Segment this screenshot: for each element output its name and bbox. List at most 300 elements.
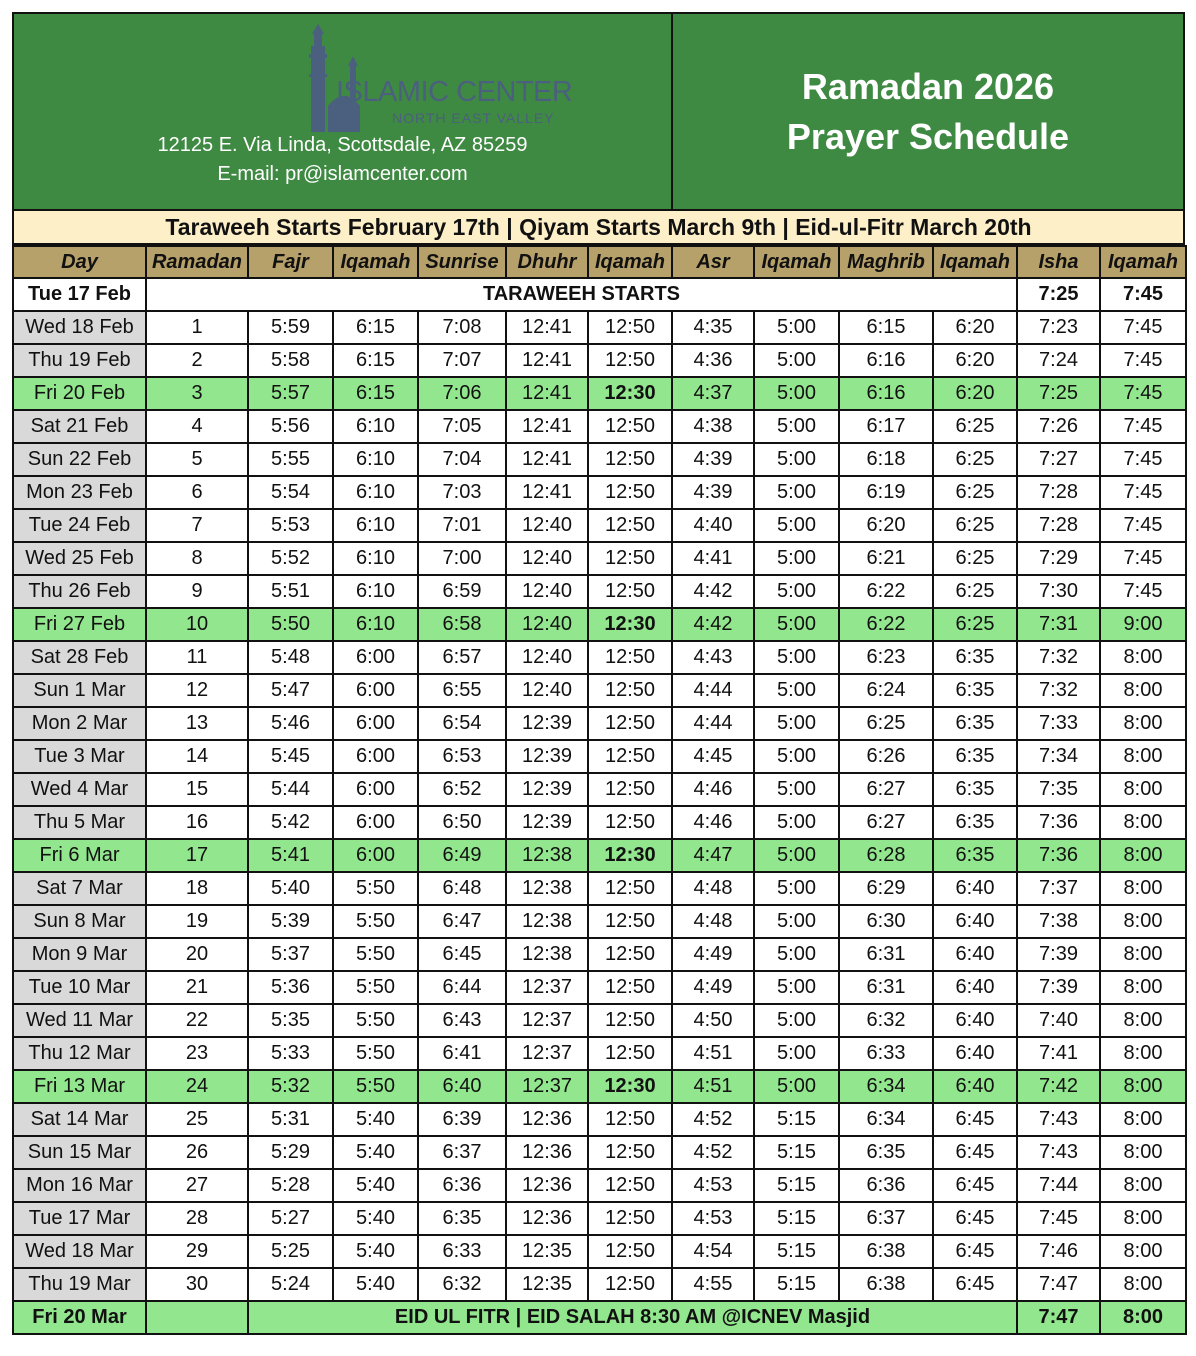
dhuhr-iqamah-cell: 12:50: [588, 509, 672, 542]
maghrib-cell: 6:20: [839, 509, 933, 542]
fajr-iqamah-cell: 5:40: [333, 1202, 418, 1235]
fajr-iqamah-cell: 6:15: [333, 377, 418, 410]
asr-iqamah-cell: 5:00: [754, 938, 839, 971]
day-cell: Wed 18 Mar: [13, 1235, 146, 1268]
fajr-cell: 5:31: [248, 1103, 333, 1136]
maghrib-iqamah-cell: 6:40: [933, 1004, 1017, 1037]
dhuhr-iqamah-cell: 12:50: [588, 674, 672, 707]
isha-cell: 7:27: [1017, 443, 1100, 476]
sunrise-cell: 6:33: [418, 1235, 506, 1268]
asr-iqamah-cell: 5:00: [754, 509, 839, 542]
dhuhr-iqamah-cell: 12:50: [588, 575, 672, 608]
maghrib-cell: 6:27: [839, 773, 933, 806]
asr-iqamah-cell: 5:00: [754, 311, 839, 344]
asr-cell: 4:53: [672, 1169, 754, 1202]
maghrib-cell: 6:22: [839, 575, 933, 608]
sunrise-cell: 6:59: [418, 575, 506, 608]
dhuhr-iqamah-cell: 12:50: [588, 311, 672, 344]
isha-iqamah-cell: 8:00: [1100, 773, 1186, 806]
sunrise-cell: 7:05: [418, 410, 506, 443]
fajr-iqamah-cell: 5:50: [333, 1004, 418, 1037]
asr-cell: 4:52: [672, 1103, 754, 1136]
dhuhr-cell: 12:39: [506, 740, 588, 773]
isha-cell: 7:40: [1017, 1004, 1100, 1037]
isha-cell: 7:32: [1017, 641, 1100, 674]
eid-row: [13, 1301, 1186, 1334]
ramadan-cell: 6: [146, 476, 248, 509]
day-cell: Sun 15 Mar: [13, 1136, 146, 1169]
table-row: [13, 311, 1186, 344]
address-text: 12125 E. Via Linda, Scottsdale, AZ 85259: [157, 134, 528, 156]
fajr-cell: 5:37: [248, 938, 333, 971]
isha-cell: 7:36: [1017, 806, 1100, 839]
day-cell: Tue 17 Mar: [13, 1202, 146, 1235]
dhuhr-cell: 12:41: [506, 377, 588, 410]
isha-cell: 7:45: [1017, 1202, 1100, 1235]
fajr-cell: 5:48: [248, 641, 333, 674]
dhuhr-cell: 12:39: [506, 806, 588, 839]
dhuhr-cell: 12:41: [506, 344, 588, 377]
table-row: [13, 707, 1186, 740]
fajr-cell: 5:42: [248, 806, 333, 839]
asr-iqamah-cell: 5:15: [754, 1136, 839, 1169]
fajr-iqamah-cell: 5:50: [333, 905, 418, 938]
column-header-isha-iqamah: Iqamah: [1100, 246, 1186, 278]
dhuhr-iqamah-cell: 12:50: [588, 773, 672, 806]
ramadan-cell: 29: [146, 1235, 248, 1268]
table-row: [13, 806, 1186, 839]
ramadan-cell: 25: [146, 1103, 248, 1136]
fajr-cell: 5:36: [248, 971, 333, 1004]
day-cell: Sat 28 Feb: [13, 641, 146, 674]
fajr-iqamah-cell: 6:00: [333, 773, 418, 806]
table-row: [13, 773, 1186, 806]
asr-cell: 4:51: [672, 1070, 754, 1103]
maghrib-cell: 6:27: [839, 806, 933, 839]
table-row: [13, 575, 1186, 608]
isha-iqamah-cell: 8:00: [1100, 1235, 1186, 1268]
dhuhr-cell: 12:38: [506, 905, 588, 938]
ramadan-cell: 23: [146, 1037, 248, 1070]
fajr-iqamah-cell: 6:10: [333, 608, 418, 641]
dhuhr-cell: 12:38: [506, 938, 588, 971]
isha-iqamah-cell: 8:00: [1100, 839, 1186, 872]
asr-iqamah-cell: 5:00: [754, 344, 839, 377]
sunrise-cell: 6:39: [418, 1103, 506, 1136]
dhuhr-iqamah-cell: 12:30: [588, 839, 672, 872]
table-row: [13, 839, 1186, 872]
maghrib-cell: 6:22: [839, 608, 933, 641]
ramadan-cell: 28: [146, 1202, 248, 1235]
isha-iqamah-cell: 7:45: [1100, 476, 1186, 509]
table-row: [13, 1070, 1186, 1103]
table-row: [13, 344, 1186, 377]
ramadan-cell: 17: [146, 839, 248, 872]
day-cell: Sat 7 Mar: [13, 872, 146, 905]
maghrib-iqamah-cell: 6:25: [933, 542, 1017, 575]
day-cell: Sun 8 Mar: [13, 905, 146, 938]
dhuhr-iqamah-cell: 12:30: [588, 1070, 672, 1103]
ramadan-cell: 13: [146, 707, 248, 740]
asr-cell: 4:49: [672, 938, 754, 971]
dhuhr-cell: 12:36: [506, 1103, 588, 1136]
dhuhr-cell: 12:41: [506, 410, 588, 443]
fajr-cell: 5:41: [248, 839, 333, 872]
isha-iqamah-cell: 8:00: [1100, 1136, 1186, 1169]
dhuhr-iqamah-cell: 12:50: [588, 542, 672, 575]
dhuhr-iqamah-cell: 12:50: [588, 641, 672, 674]
maghrib-iqamah-cell: 6:35: [933, 641, 1017, 674]
table-row: [13, 641, 1186, 674]
maghrib-iqamah-cell: 6:45: [933, 1268, 1017, 1301]
day-cell: Mon 2 Mar: [13, 707, 146, 740]
sunrise-cell: 6:48: [418, 872, 506, 905]
dhuhr-cell: 12:36: [506, 1202, 588, 1235]
fajr-iqamah-cell: 6:00: [333, 641, 418, 674]
maghrib-cell: 6:18: [839, 443, 933, 476]
table-row: [13, 872, 1186, 905]
isha-cell: 7:29: [1017, 542, 1100, 575]
dhuhr-cell: 12:35: [506, 1268, 588, 1301]
sunrise-cell: 6:55: [418, 674, 506, 707]
day-cell: Mon 16 Mar: [13, 1169, 146, 1202]
asr-iqamah-cell: 5:00: [754, 872, 839, 905]
maghrib-iqamah-cell: 6:25: [933, 410, 1017, 443]
dhuhr-iqamah-cell: 12:50: [588, 443, 672, 476]
sunrise-cell: 6:36: [418, 1169, 506, 1202]
column-header-isha: Isha: [1017, 246, 1100, 278]
fajr-iqamah-cell: 6:15: [333, 311, 418, 344]
day-cell: Sat 21 Feb: [13, 410, 146, 443]
maghrib-iqamah-cell: 6:35: [933, 674, 1017, 707]
asr-cell: 4:38: [672, 410, 754, 443]
logo-title: ISLAMIC CENTER: [336, 76, 573, 108]
isha-cell: 7:23: [1017, 311, 1100, 344]
maghrib-iqamah-cell: 6:45: [933, 1169, 1017, 1202]
dhuhr-iqamah-cell: 12:50: [588, 476, 672, 509]
isha-cell: 7:44: [1017, 1169, 1100, 1202]
ramadan-cell: 2: [146, 344, 248, 377]
table-row: [13, 1202, 1186, 1235]
asr-cell: 4:49: [672, 971, 754, 1004]
asr-cell: 4:51: [672, 1037, 754, 1070]
fajr-cell: 5:53: [248, 509, 333, 542]
dhuhr-iqamah-cell: 12:50: [588, 806, 672, 839]
asr-cell: 4:55: [672, 1268, 754, 1301]
notice-banner: Taraweeh Starts February 17th | Qiyam Starts March 9th | Eid-ul-Fitr March 20th: [12, 211, 1185, 245]
asr-cell: 4:54: [672, 1235, 754, 1268]
header-left: [14, 14, 673, 209]
isha-iqamah-cell: 8:00: [1100, 641, 1186, 674]
day-cell: Wed 4 Mar: [13, 773, 146, 806]
isha-cell: 7:28: [1017, 476, 1100, 509]
dhuhr-cell: 12:40: [506, 674, 588, 707]
asr-cell: 4:46: [672, 806, 754, 839]
isha-iqamah-cell: 8:00: [1100, 905, 1186, 938]
fajr-iqamah-cell: 6:00: [333, 740, 418, 773]
page-title-line1: Ramadan 2026: [801, 65, 1055, 107]
maghrib-iqamah-cell: 6:35: [933, 806, 1017, 839]
asr-cell: 4:44: [672, 674, 754, 707]
isha-cell: 7:43: [1017, 1103, 1100, 1136]
fajr-cell: 5:40: [248, 872, 333, 905]
isha-cell: 7:33: [1017, 707, 1100, 740]
table-row: [13, 1103, 1186, 1136]
fajr-cell: 5:44: [248, 773, 333, 806]
table-row: [13, 938, 1186, 971]
ramadan-cell: 14: [146, 740, 248, 773]
column-header-fajr-iqamah: Iqamah: [333, 246, 418, 278]
dhuhr-iqamah-cell: 12:50: [588, 938, 672, 971]
fajr-cell: 5:45: [248, 740, 333, 773]
sunrise-cell: 7:07: [418, 344, 506, 377]
asr-cell: 4:42: [672, 608, 754, 641]
asr-cell: 4:39: [672, 476, 754, 509]
dhuhr-iqamah-cell: 12:50: [588, 1169, 672, 1202]
fajr-cell: 5:52: [248, 542, 333, 575]
maghrib-cell: 6:16: [839, 377, 933, 410]
isha-iqamah-cell: 7:45: [1100, 443, 1186, 476]
fajr-cell: 5:59: [248, 311, 333, 344]
asr-iqamah-cell: 5:15: [754, 1268, 839, 1301]
table-row: [13, 1004, 1186, 1037]
dhuhr-cell: 12:41: [506, 311, 588, 344]
asr-cell: 4:53: [672, 1202, 754, 1235]
fajr-iqamah-cell: 6:10: [333, 575, 418, 608]
maghrib-iqamah-cell: 6:40: [933, 1037, 1017, 1070]
asr-iqamah-cell: 5:00: [754, 608, 839, 641]
table-row: [13, 971, 1186, 1004]
isha-cell: 7:25: [1017, 377, 1100, 410]
isha-cell: 7:37: [1017, 872, 1100, 905]
sunrise-cell: 6:43: [418, 1004, 506, 1037]
fajr-iqamah-cell: 5:50: [333, 1070, 418, 1103]
dhuhr-iqamah-cell: 12:50: [588, 1268, 672, 1301]
fajr-cell: 5:25: [248, 1235, 333, 1268]
isha-iqamah-cell: 8:00: [1100, 1268, 1186, 1301]
fajr-iqamah-cell: 6:10: [333, 509, 418, 542]
asr-cell: 4:42: [672, 575, 754, 608]
sunrise-cell: 6:47: [418, 905, 506, 938]
dhuhr-iqamah-cell: 12:50: [588, 1103, 672, 1136]
asr-cell: 4:50: [672, 1004, 754, 1037]
asr-cell: 4:46: [672, 773, 754, 806]
ramadan-cell: 21: [146, 971, 248, 1004]
sunrise-cell: 7:04: [418, 443, 506, 476]
ramadan-cell: 30: [146, 1268, 248, 1301]
day-cell: Fri 13 Mar: [13, 1070, 146, 1103]
ramadan-cell: 1: [146, 311, 248, 344]
sunrise-cell: 6:57: [418, 641, 506, 674]
maghrib-cell: 6:34: [839, 1103, 933, 1136]
dhuhr-cell: 12:41: [506, 476, 588, 509]
dhuhr-cell: 12:38: [506, 839, 588, 872]
asr-iqamah-cell: 5:15: [754, 1103, 839, 1136]
maghrib-iqamah-cell: 6:20: [933, 311, 1017, 344]
day-cell: Wed 18 Feb: [13, 311, 146, 344]
day-cell: Thu 26 Feb: [13, 575, 146, 608]
sunrise-cell: 6:58: [418, 608, 506, 641]
isha-cell: 7:47: [1017, 1301, 1100, 1334]
dhuhr-iqamah-cell: 12:50: [588, 872, 672, 905]
column-header-day: Day: [13, 246, 146, 278]
dhuhr-cell: 12:40: [506, 542, 588, 575]
fajr-cell: 5:33: [248, 1037, 333, 1070]
column-header-maghrib-iqamah: Iqamah: [933, 246, 1017, 278]
sunrise-cell: 7:01: [418, 509, 506, 542]
fajr-iqamah-cell: 6:10: [333, 542, 418, 575]
isha-iqamah-cell: 7:45: [1100, 575, 1186, 608]
isha-cell: 7:39: [1017, 971, 1100, 1004]
sunrise-cell: 6:49: [418, 839, 506, 872]
fajr-iqamah-cell: 6:00: [333, 707, 418, 740]
table-row: [13, 476, 1186, 509]
day-cell: Thu 5 Mar: [13, 806, 146, 839]
asr-iqamah-cell: 5:15: [754, 1169, 839, 1202]
sunrise-cell: 6:45: [418, 938, 506, 971]
sunrise-cell: 6:40: [418, 1070, 506, 1103]
fajr-iqamah-cell: 5:40: [333, 1235, 418, 1268]
day-cell: Tue 3 Mar: [13, 740, 146, 773]
table-row: [13, 509, 1186, 542]
fajr-iqamah-cell: 5:40: [333, 1103, 418, 1136]
isha-iqamah-cell: 7:45: [1100, 344, 1186, 377]
taraweeh-note: TARAWEEH STARTS: [146, 278, 1017, 311]
sunrise-cell: 6:50: [418, 806, 506, 839]
asr-cell: 4:47: [672, 839, 754, 872]
page-title-line2: Prayer Schedule: [786, 115, 1070, 157]
dhuhr-iqamah-cell: 12:50: [588, 1202, 672, 1235]
dhuhr-cell: 12:35: [506, 1235, 588, 1268]
isha-iqamah-cell: 7:45: [1100, 311, 1186, 344]
sunrise-cell: 6:32: [418, 1268, 506, 1301]
isha-cell: 7:31: [1017, 608, 1100, 641]
schedule-sheet: [12, 12, 1185, 1335]
maghrib-iqamah-cell: 6:35: [933, 740, 1017, 773]
dhuhr-cell: 12:37: [506, 971, 588, 1004]
fajr-cell: 5:39: [248, 905, 333, 938]
asr-iqamah-cell: 5:00: [754, 476, 839, 509]
sunrise-cell: 6:35: [418, 1202, 506, 1235]
dhuhr-cell: 12:37: [506, 1070, 588, 1103]
asr-iqamah-cell: 5:00: [754, 905, 839, 938]
sunrise-cell: 6:54: [418, 707, 506, 740]
fajr-iqamah-cell: 5:50: [333, 872, 418, 905]
fajr-cell: 5:47: [248, 674, 333, 707]
column-header-asr-iqamah: Iqamah: [754, 246, 839, 278]
dhuhr-cell: 12:36: [506, 1136, 588, 1169]
isha-cell: 7:30: [1017, 575, 1100, 608]
isha-iqamah-cell: 8:00: [1100, 740, 1186, 773]
ramadan-cell: 5: [146, 443, 248, 476]
email-text: E-mail: pr@islamcenter.com: [217, 163, 468, 185]
ramadan-cell: 10: [146, 608, 248, 641]
fajr-iqamah-cell: 5:50: [333, 938, 418, 971]
dhuhr-iqamah-cell: 12:30: [588, 608, 672, 641]
day-cell: Thu 19 Feb: [13, 344, 146, 377]
fajr-iqamah-cell: 6:10: [333, 443, 418, 476]
asr-cell: 4:41: [672, 542, 754, 575]
isha-iqamah-cell: 7:45: [1100, 509, 1186, 542]
isha-iqamah-cell: 8:00: [1100, 674, 1186, 707]
maghrib-cell: 6:19: [839, 476, 933, 509]
day-cell: Sat 14 Mar: [13, 1103, 146, 1136]
ramadan-cell: 7: [146, 509, 248, 542]
dhuhr-iqamah-cell: 12:50: [588, 740, 672, 773]
dhuhr-iqamah-cell: 12:50: [588, 971, 672, 1004]
sunrise-cell: 6:52: [418, 773, 506, 806]
maghrib-cell: 6:32: [839, 1004, 933, 1037]
table-row: [13, 1136, 1186, 1169]
asr-iqamah-cell: 5:00: [754, 773, 839, 806]
maghrib-cell: 6:15: [839, 311, 933, 344]
dhuhr-cell: 12:41: [506, 443, 588, 476]
fajr-cell: 5:35: [248, 1004, 333, 1037]
ramadan-cell: 4: [146, 410, 248, 443]
ramadan-cell: 9: [146, 575, 248, 608]
day-cell: Tue 17 Feb: [13, 278, 146, 311]
dhuhr-cell: 12:38: [506, 872, 588, 905]
dhuhr-iqamah-cell: 12:50: [588, 1136, 672, 1169]
maghrib-iqamah-cell: 6:35: [933, 839, 1017, 872]
asr-cell: 4:48: [672, 872, 754, 905]
isha-cell: 7:39: [1017, 938, 1100, 971]
dhuhr-iqamah-cell: 12:50: [588, 1004, 672, 1037]
isha-iqamah-cell: 8:00: [1100, 707, 1186, 740]
maghrib-iqamah-cell: 6:45: [933, 1235, 1017, 1268]
isha-iqamah-cell: 8:00: [1100, 806, 1186, 839]
maghrib-cell: 6:30: [839, 905, 933, 938]
isha-iqamah-cell: 8:00: [1100, 1037, 1186, 1070]
maghrib-cell: 6:29: [839, 872, 933, 905]
day-cell: Tue 24 Feb: [13, 509, 146, 542]
fajr-cell: 5:32: [248, 1070, 333, 1103]
dhuhr-iqamah-cell: 12:50: [588, 707, 672, 740]
maghrib-iqamah-cell: 6:25: [933, 443, 1017, 476]
maghrib-iqamah-cell: 6:40: [933, 938, 1017, 971]
table-row: [13, 410, 1186, 443]
asr-cell: 4:43: [672, 641, 754, 674]
table-row: [13, 1235, 1186, 1268]
fajr-iqamah-cell: 5:40: [333, 1268, 418, 1301]
column-header-row: [13, 246, 1186, 278]
asr-iqamah-cell: 5:00: [754, 377, 839, 410]
isha-iqamah-cell: 8:00: [1100, 1301, 1186, 1334]
dhuhr-iqamah-cell: 12:30: [588, 377, 672, 410]
fajr-iqamah-cell: 6:10: [333, 410, 418, 443]
dhuhr-cell: 12:39: [506, 773, 588, 806]
isha-iqamah-cell: 8:00: [1100, 938, 1186, 971]
isha-cell: 7:34: [1017, 740, 1100, 773]
isha-iqamah-cell: 8:00: [1100, 1004, 1186, 1037]
maghrib-iqamah-cell: 6:35: [933, 707, 1017, 740]
maghrib-cell: 6:16: [839, 344, 933, 377]
day-cell: Sun 1 Mar: [13, 674, 146, 707]
day-cell: Wed 25 Feb: [13, 542, 146, 575]
isha-iqamah-cell: 7:45: [1100, 542, 1186, 575]
asr-cell: 4:52: [672, 1136, 754, 1169]
fajr-iqamah-cell: 6:00: [333, 839, 418, 872]
maghrib-iqamah-cell: 6:40: [933, 971, 1017, 1004]
column-header-dhuhr: Dhuhr: [506, 246, 588, 278]
asr-iqamah-cell: 5:00: [754, 1070, 839, 1103]
dhuhr-cell: 12:40: [506, 509, 588, 542]
table-row: [13, 377, 1186, 410]
sunrise-cell: 6:44: [418, 971, 506, 1004]
asr-iqamah-cell: 5:00: [754, 542, 839, 575]
maghrib-cell: 6:21: [839, 542, 933, 575]
ramadan-cell: 16: [146, 806, 248, 839]
